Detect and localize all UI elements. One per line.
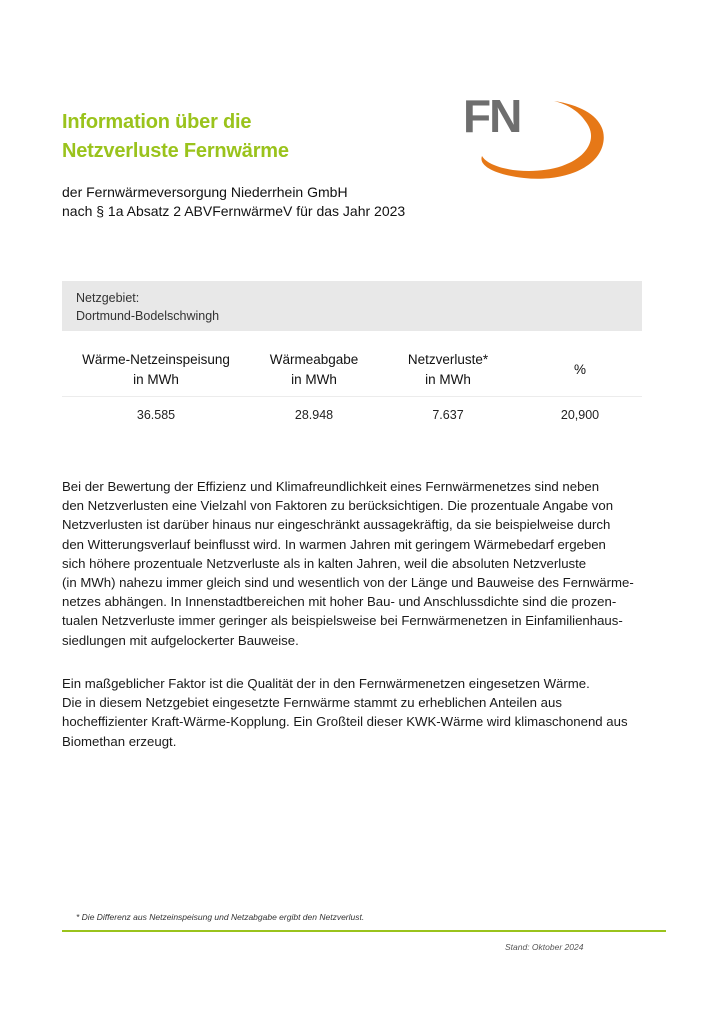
cell-network-losses: 7.637 [432, 408, 464, 422]
paragraph-line: siedlungen mit aufgelockerter Bauweise. [62, 632, 299, 648]
header-percent-line1: % [573, 362, 586, 377]
header-network-losses-line2: in MWh [425, 372, 471, 387]
subtitle-line-2: nach § 1a Absatz 2 ABVFernwärmeV für das Jahr 2023 [62, 203, 406, 219]
paragraph-line: den Witterungsverlauf beinflusst wird. In warmen Jahren mit geringem Wärmebedarf ergeben [62, 536, 606, 552]
header-feed-in-line2: in MWh [133, 372, 179, 387]
subtitle [62, 183, 405, 221]
paragraph-line: hocheffizienter Kraft-Wärme-Kopplung. Ein Großteil dieser KWK-Wärme wird klimaschonend aus [62, 714, 628, 730]
header-heat-delivery-line1: Wärmeabgabe [269, 352, 359, 367]
logo-text: FN [463, 92, 521, 142]
subtitle-line-1: der Fernwärmeversorgung Niederrhein GmbH [62, 184, 348, 200]
header-network-losses [378, 344, 518, 396]
header-network-losses-line1: Netzverluste* [407, 352, 489, 367]
paragraph-line: tualen Netzverluste immer geringer als beispielsweise bei Fernwärmenetzen in Einfamilienhaus- [62, 613, 623, 629]
network-area-label: Netzgebiet: [76, 291, 140, 305]
paragraph-efficiency [62, 477, 647, 650]
paragraph-line: Bei der Bewertung der Effizienz und Klimafreundlichkeit eines Fernwärmenetzes sind neben [62, 479, 600, 494]
header-feed-in [62, 344, 250, 396]
network-area-value: Dortmund-Bodelschwingh [76, 309, 220, 323]
paragraph-line: Die in diesem Netzgebiet eingesetzte Fernwärme stammt zu erheblichen Anteilen aus [62, 695, 562, 711]
paragraph-line: den Netzverlusten eine Vielzahl von Faktoren zu berücksichtigen. Die prozentuale Angabe von [62, 498, 614, 514]
header-heat-delivery [250, 344, 378, 396]
title-line-2: Netzverluste Fernwärme [62, 140, 289, 162]
paragraph-line: (in MWh) nahezu immer gleich sind und wesentlich von der Länge und Bauweise des Fernwärme- [62, 575, 634, 591]
cell-percent: 20,900 [560, 408, 600, 422]
header-percent [518, 344, 642, 396]
paragraph-line: sich höhere prozentuale Netzverluste als in kalten Jahren, weil die absoluten Netzverluste [62, 555, 587, 571]
table-row [62, 397, 642, 433]
cell-feed-in: 36.585 [136, 408, 176, 422]
header-feed-in-line1: Wärme-Netzeinspeisung [82, 352, 230, 367]
network-area-label-block [76, 289, 219, 325]
paragraph-heat-quality [62, 674, 647, 751]
paragraph-line: Netzverlusten ist darüber hinaus nur eingeschränkt aussagekräftig, da sie beispielweise durch [62, 517, 611, 533]
network-area-box [62, 281, 642, 331]
paragraph-line: netzes abhängen. In Innenstadtbereichen mit hoher Bau- und Anschlussdichte sind die prozen- [62, 594, 617, 610]
title-line-1: Information über die [62, 111, 252, 133]
fn-logo [462, 92, 608, 184]
loss-table [62, 344, 642, 433]
stand-date: Stand: Oktober 2024 [505, 942, 584, 952]
page-title [62, 108, 289, 166]
cell-heat-delivery: 28.948 [294, 408, 334, 422]
table-header [62, 344, 642, 397]
paragraph-line: Biomethan erzeugt. [62, 733, 177, 749]
footnote: * Die Differenz aus Netzeinspeisung und Netzabgabe ergibt den Netzverlust. [76, 912, 365, 922]
footer-divider [62, 930, 666, 932]
header-heat-delivery-line2: in MWh [291, 372, 337, 387]
paragraph-line: Ein maßgeblicher Faktor ist die Qualität der in den Fernwärmenetzen eingesetzen Wärme. [62, 676, 590, 691]
